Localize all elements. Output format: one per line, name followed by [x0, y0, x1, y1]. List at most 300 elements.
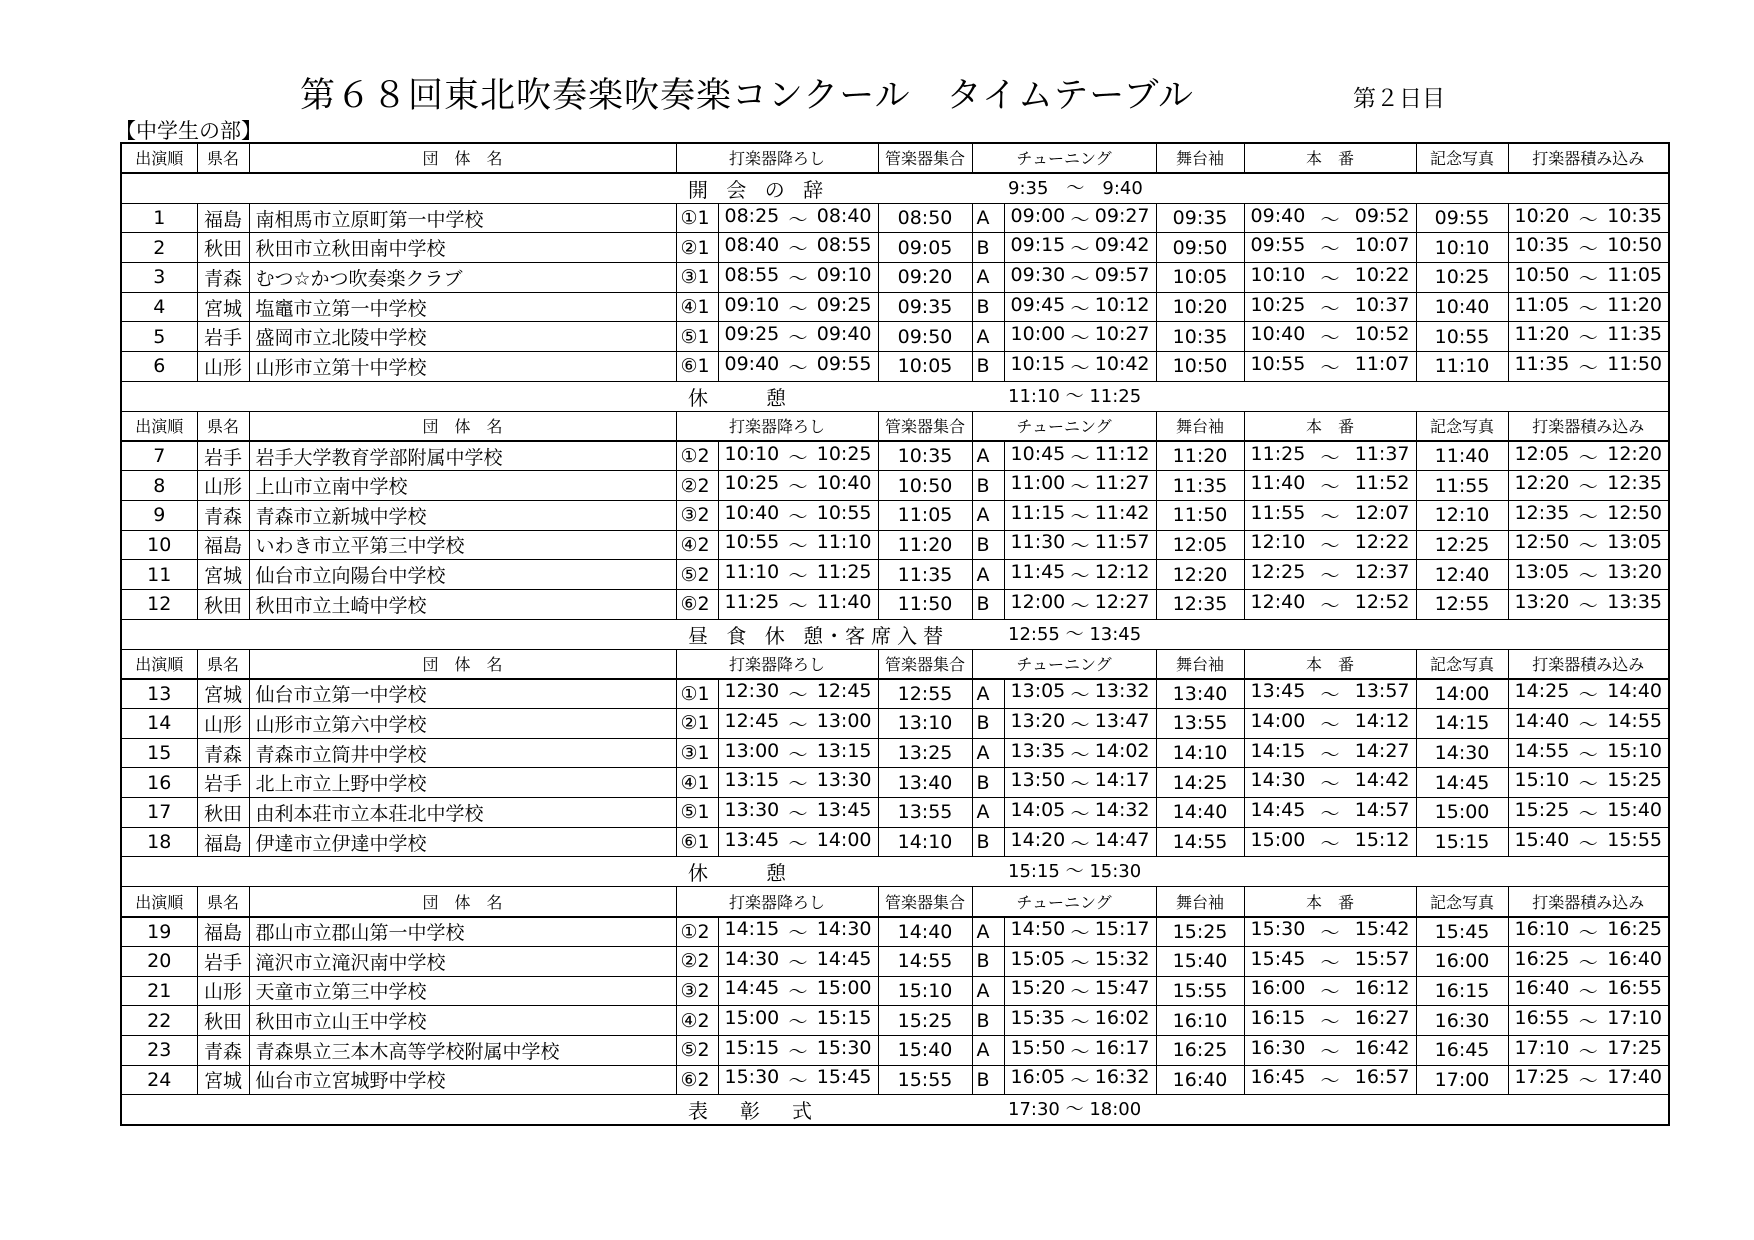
header-photo: 記念写真: [1416, 411, 1508, 441]
unload-time: [718, 1006, 878, 1036]
tuning-time: [1004, 560, 1156, 590]
load-time-start: 16:10: [1514, 918, 1570, 941]
wave-separator: ～: [1070, 267, 1090, 290]
perform-time: [1244, 292, 1416, 322]
door-code: ②2: [676, 471, 718, 501]
door-code: ①1: [676, 203, 718, 233]
table-row: [121, 203, 1669, 233]
perform-time: [1244, 827, 1416, 857]
perform-time: [1244, 560, 1416, 590]
tuning-time-end: 16:02: [1094, 1007, 1150, 1030]
prefecture: 福島: [197, 530, 249, 560]
wave-separator: ～: [1320, 535, 1340, 558]
load-time-end: 13:20: [1607, 561, 1663, 584]
tuning-time: [1004, 471, 1156, 501]
wave-separator: ～: [788, 505, 808, 528]
load-time-start: 11:35: [1514, 352, 1570, 375]
tuning-room: A: [972, 976, 1004, 1006]
perform-time-start: 15:00: [1250, 828, 1306, 851]
door-code: ②2: [676, 946, 718, 976]
page-title: 第６８回東北吹奏楽吹奏楽コンクール タイムテーブル: [300, 76, 1195, 116]
load-time-end: 14:40: [1607, 680, 1663, 703]
wings-time: 10:50: [1156, 352, 1244, 382]
load-time-start: 13:05: [1514, 561, 1570, 584]
load-time-end: 17:40: [1607, 1066, 1663, 1089]
perform-time: [1244, 679, 1416, 709]
door-code: ⑥2: [676, 589, 718, 619]
perform-time: [1244, 1065, 1416, 1095]
load-time-end: 13:35: [1607, 590, 1663, 613]
tuning-time-end: 13:32: [1094, 680, 1150, 703]
wave-separator: ～: [1320, 327, 1340, 350]
wave-separator: ～: [788, 1070, 808, 1093]
unload-time-end: 08:55: [816, 234, 872, 257]
tuning-room: B: [972, 709, 1004, 739]
tuning-time-end: 11:57: [1094, 531, 1150, 554]
tuning-time-start: 13:20: [1010, 709, 1066, 732]
unload-time-start: 08:25: [724, 204, 780, 227]
wave-separator: ～: [1320, 476, 1340, 499]
load-time-end: 11:35: [1607, 323, 1663, 346]
load-time-start: 12:50: [1514, 531, 1570, 554]
wave-separator: ～: [1070, 565, 1090, 588]
order-number: 18: [121, 827, 197, 857]
header-order: 出演順: [121, 411, 197, 441]
header-unload: 打楽器降ろし: [676, 411, 878, 441]
tuning-time-end: 09:42: [1094, 234, 1150, 257]
wave-separator: ～: [1578, 773, 1598, 796]
header-unload: 打楽器降ろし: [676, 143, 878, 173]
header-group: 団 体 名: [249, 411, 676, 441]
unload-time: [718, 709, 878, 739]
table-row: [121, 1065, 1669, 1095]
tuning-time-start: 11:15: [1010, 501, 1066, 524]
tuning-time-start: 11:00: [1010, 472, 1066, 495]
perform-time-end: 15:42: [1354, 918, 1410, 941]
wave-separator: ～: [1070, 476, 1090, 499]
load-time-end: 11:50: [1607, 352, 1663, 375]
group-name: 青森市立筒井中学校: [249, 738, 676, 768]
tuning-time-end: 14:02: [1094, 739, 1150, 762]
tuning-time-start: 11:30: [1010, 531, 1066, 554]
load-time: [1508, 203, 1669, 233]
perform-time-end: 11:07: [1354, 352, 1410, 375]
table-row: [121, 322, 1669, 352]
wave-separator: ～: [788, 684, 808, 707]
tuning-time-end: 15:47: [1094, 977, 1150, 1000]
tuning-time-start: 14:50: [1010, 918, 1066, 941]
load-time: [1508, 917, 1669, 947]
order-number: 19: [121, 917, 197, 947]
perform-time-end: 10:52: [1354, 323, 1410, 346]
perform-time-end: 10:22: [1354, 263, 1410, 286]
wave-separator: ～: [1320, 1040, 1340, 1063]
wave-separator: ～: [1578, 267, 1598, 290]
header-pref: 県名: [197, 143, 249, 173]
door-code: ③2: [676, 500, 718, 530]
unload-time: [718, 768, 878, 798]
tuning-room: B: [972, 1006, 1004, 1036]
header-tuning: チューニング: [972, 649, 1156, 679]
load-time: [1508, 798, 1669, 828]
wave-separator: ～: [788, 981, 808, 1004]
tuning-time-start: 10:15: [1010, 352, 1066, 375]
event-time: 12:55 ～ 13:45: [1008, 623, 1142, 645]
tuning-time: [1004, 322, 1156, 352]
header-assemble: 管楽器集合: [878, 411, 972, 441]
wave-separator: ～: [1070, 446, 1090, 469]
wave-separator: ～: [1578, 1040, 1598, 1063]
wave-separator: ～: [1578, 297, 1598, 320]
assemble-time: 15:10: [878, 976, 972, 1006]
photo-time: 15:00: [1416, 798, 1508, 828]
header-wings: 舞台袖: [1156, 887, 1244, 917]
unload-time-end: 15:15: [816, 1007, 872, 1030]
load-time: [1508, 976, 1669, 1006]
wave-separator: ～: [1320, 684, 1340, 707]
perform-time: [1244, 1035, 1416, 1065]
order-number: 14: [121, 709, 197, 739]
load-time: [1508, 1006, 1669, 1036]
tuning-time: [1004, 1035, 1156, 1065]
unload-time: [718, 976, 878, 1006]
photo-time: 12:55: [1416, 589, 1508, 619]
wings-time: 11:35: [1156, 471, 1244, 501]
wave-separator: ～: [1320, 713, 1340, 736]
assemble-time: 14:10: [878, 827, 972, 857]
group-name: 秋田市立秋田南中学校: [249, 233, 676, 263]
load-time: [1508, 1035, 1669, 1065]
photo-time: 12:40: [1416, 560, 1508, 590]
wave-separator: ～: [1070, 1070, 1090, 1093]
unload-time-end: 13:00: [816, 709, 872, 732]
perform-time: [1244, 500, 1416, 530]
door-code: ⑤1: [676, 798, 718, 828]
event-row: [121, 173, 1669, 204]
header-tuning: チューニング: [972, 411, 1156, 441]
event-row: [121, 619, 1669, 649]
unload-time-end: 08:40: [816, 204, 872, 227]
tuning-room: A: [972, 1035, 1004, 1065]
load-time-start: 10:35: [1514, 234, 1570, 257]
tuning-time: [1004, 1065, 1156, 1095]
door-code: ④2: [676, 530, 718, 560]
perform-time: [1244, 352, 1416, 382]
wave-separator: ～: [1070, 922, 1090, 945]
unload-time-start: 12:45: [724, 709, 780, 732]
order-number: 8: [121, 471, 197, 501]
tuning-time-start: 10:00: [1010, 323, 1066, 346]
tuning-time-start: 15:05: [1010, 947, 1066, 970]
unload-time: [718, 1065, 878, 1095]
order-number: 2: [121, 233, 197, 263]
tuning-time-end: 15:32: [1094, 947, 1150, 970]
wings-time: 16:40: [1156, 1065, 1244, 1095]
unload-time-start: 12:30: [724, 680, 780, 703]
section-label: 【中学生の部】: [115, 119, 262, 143]
tuning-time: [1004, 263, 1156, 293]
unload-time: [718, 233, 878, 263]
tuning-time-end: 10:27: [1094, 323, 1150, 346]
event-name: 開 会 の 辞: [688, 177, 830, 202]
load-time-start: 17:25: [1514, 1066, 1570, 1089]
assemble-time: 11:35: [878, 560, 972, 590]
unload-time-start: 13:45: [724, 828, 780, 851]
prefecture: 山形: [197, 352, 249, 382]
prefecture: 青森: [197, 1035, 249, 1065]
prefecture: 青森: [197, 738, 249, 768]
wings-time: 14:55: [1156, 827, 1244, 857]
header-unload: 打楽器降ろし: [676, 649, 878, 679]
header-load: 打楽器積み込み: [1508, 143, 1669, 173]
wave-separator: ～: [1070, 832, 1090, 855]
header-pref: 県名: [197, 887, 249, 917]
unload-time-end: 13:15: [816, 739, 872, 762]
wave-separator: ～: [1320, 356, 1340, 379]
unload-time: [718, 1035, 878, 1065]
wave-separator: ～: [1070, 356, 1090, 379]
wave-separator: ～: [1578, 327, 1598, 350]
wave-separator: ～: [788, 267, 808, 290]
assemble-time: 09:05: [878, 233, 972, 263]
order-number: 20: [121, 946, 197, 976]
event-time: 11:10 ～ 11:25: [1008, 385, 1142, 407]
perform-time-start: 15:30: [1250, 918, 1306, 941]
perform-time: [1244, 976, 1416, 1006]
door-code: ④2: [676, 1006, 718, 1036]
perform-time: [1244, 203, 1416, 233]
tuning-room: A: [972, 917, 1004, 947]
assemble-time: 13:55: [878, 798, 972, 828]
unload-time-start: 13:30: [724, 798, 780, 821]
table-row: [121, 946, 1669, 976]
perform-time-end: 15:12: [1354, 828, 1410, 851]
header-photo: 記念写真: [1416, 143, 1508, 173]
table-row: [121, 1035, 1669, 1065]
perform-time-end: 10:07: [1354, 234, 1410, 257]
unload-time: [718, 530, 878, 560]
tuning-time-end: 11:27: [1094, 472, 1150, 495]
unload-time-start: 10:25: [724, 472, 780, 495]
table-row: [121, 352, 1669, 382]
load-time-end: 17:10: [1607, 1007, 1663, 1030]
perform-time-end: 16:57: [1354, 1066, 1410, 1089]
perform-time-start: 14:45: [1250, 798, 1306, 821]
group-name: 岩手大学教育学部附属中学校: [249, 441, 676, 471]
tuning-time-start: 15:35: [1010, 1007, 1066, 1030]
header-row: [121, 887, 1669, 917]
perform-time-start: 10:25: [1250, 293, 1306, 316]
event-time: 15:15 ～ 15:30: [1008, 861, 1142, 883]
perform-time-start: 12:10: [1250, 531, 1306, 554]
photo-time: 14:30: [1416, 738, 1508, 768]
event-name: 休 憩: [688, 861, 792, 886]
tuning-room: B: [972, 1065, 1004, 1095]
perform-time-end: 16:12: [1354, 977, 1410, 1000]
perform-time: [1244, 441, 1416, 471]
group-name: 郡山市立郡山第一中学校: [249, 917, 676, 947]
wave-separator: ～: [788, 832, 808, 855]
wave-separator: ～: [1320, 743, 1340, 766]
timetable: [120, 142, 1670, 1126]
unload-time: [718, 560, 878, 590]
photo-time: 14:45: [1416, 768, 1508, 798]
wave-separator: ～: [1320, 922, 1340, 945]
unload-time-start: 14:15: [724, 918, 780, 941]
tuning-time: [1004, 530, 1156, 560]
wings-time: 15:55: [1156, 976, 1244, 1006]
door-code: ②1: [676, 709, 718, 739]
tuning-room: A: [972, 203, 1004, 233]
wave-separator: ～: [1320, 981, 1340, 1004]
wings-time: 12:35: [1156, 589, 1244, 619]
photo-time: 14:00: [1416, 679, 1508, 709]
wave-separator: ～: [788, 327, 808, 350]
perform-time-end: 11:52: [1354, 472, 1410, 495]
load-time-end: 10:50: [1607, 234, 1663, 257]
perform-time: [1244, 233, 1416, 263]
header-photo: 記念写真: [1416, 649, 1508, 679]
prefecture: 福島: [197, 917, 249, 947]
tuning-time: [1004, 709, 1156, 739]
tuning-time-end: 12:27: [1094, 590, 1150, 613]
group-name: 青森県立三本木高等学校附属中学校: [249, 1035, 676, 1065]
tuning-time: [1004, 1006, 1156, 1036]
wave-separator: ～: [1070, 208, 1090, 231]
perform-time: [1244, 589, 1416, 619]
header-assemble: 管楽器集合: [878, 887, 972, 917]
table-row: [121, 1006, 1669, 1036]
wings-time: 13:40: [1156, 679, 1244, 709]
order-number: 5: [121, 322, 197, 352]
tuning-time-end: 14:32: [1094, 798, 1150, 821]
tuning-time-start: 09:00: [1010, 204, 1066, 227]
photo-time: 15:15: [1416, 827, 1508, 857]
unload-time-start: 09:10: [724, 293, 780, 316]
photo-time: 10:25: [1416, 263, 1508, 293]
unload-time-start: 14:30: [724, 947, 780, 970]
tuning-time: [1004, 203, 1156, 233]
load-time-start: 15:40: [1514, 828, 1570, 851]
order-number: 16: [121, 768, 197, 798]
wave-separator: ～: [1578, 535, 1598, 558]
tuning-time-start: 10:45: [1010, 442, 1066, 465]
perform-time-start: 11:55: [1250, 501, 1306, 524]
unload-time-end: 10:55: [816, 501, 872, 524]
photo-time: 10:10: [1416, 233, 1508, 263]
load-time-start: 12:20: [1514, 472, 1570, 495]
order-number: 23: [121, 1035, 197, 1065]
group-name: 滝沢市立滝沢南中学校: [249, 946, 676, 976]
door-code: ③1: [676, 738, 718, 768]
table-row: [121, 263, 1669, 293]
assemble-time: 12:55: [878, 679, 972, 709]
assemble-time: 09:20: [878, 263, 972, 293]
tuning-time-start: 09:45: [1010, 293, 1066, 316]
unload-time: [718, 679, 878, 709]
unload-time-end: 10:25: [816, 442, 872, 465]
tuning-time-start: 13:35: [1010, 739, 1066, 762]
wave-separator: ～: [1578, 713, 1598, 736]
wave-separator: ～: [1320, 208, 1340, 231]
table-row: [121, 589, 1669, 619]
door-code: ⑤1: [676, 322, 718, 352]
table-row: [121, 471, 1669, 501]
prefecture: 岩手: [197, 322, 249, 352]
tuning-time-end: 15:17: [1094, 918, 1150, 941]
unload-time-end: 11:40: [816, 590, 872, 613]
order-number: 24: [121, 1065, 197, 1095]
load-time: [1508, 500, 1669, 530]
unload-time-end: 09:55: [816, 352, 872, 375]
order-number: 6: [121, 352, 197, 382]
unload-time-start: 10:40: [724, 501, 780, 524]
photo-time: 12:25: [1416, 530, 1508, 560]
perform-time: [1244, 263, 1416, 293]
wave-separator: ～: [1070, 238, 1090, 261]
header-order: 出演順: [121, 887, 197, 917]
wave-separator: ～: [788, 951, 808, 974]
wave-separator: ～: [1070, 535, 1090, 558]
wave-separator: ～: [1578, 565, 1598, 588]
wave-separator: ～: [788, 208, 808, 231]
prefecture: 青森: [197, 263, 249, 293]
group-name: 北上市立上野中学校: [249, 768, 676, 798]
door-code: ③1: [676, 263, 718, 293]
unload-time: [718, 827, 878, 857]
order-number: 22: [121, 1006, 197, 1036]
tuning-time-end: 13:47: [1094, 709, 1150, 732]
load-time: [1508, 709, 1669, 739]
perform-time-end: 11:37: [1354, 442, 1410, 465]
unload-time-end: 14:45: [816, 947, 872, 970]
perform-time-end: 14:57: [1354, 798, 1410, 821]
perform-time-end: 14:27: [1354, 739, 1410, 762]
unload-time: [718, 352, 878, 382]
tuning-time: [1004, 798, 1156, 828]
wave-separator: ～: [1578, 832, 1598, 855]
tuning-time: [1004, 441, 1156, 471]
wave-separator: ～: [788, 356, 808, 379]
load-time: [1508, 471, 1669, 501]
load-time: [1508, 352, 1669, 382]
prefecture: 宮城: [197, 679, 249, 709]
photo-time: 16:45: [1416, 1035, 1508, 1065]
wave-separator: ～: [1320, 832, 1340, 855]
prefecture: 秋田: [197, 1006, 249, 1036]
load-time-end: 11:05: [1607, 263, 1663, 286]
unload-time: [718, 589, 878, 619]
wave-separator: ～: [1320, 1070, 1340, 1093]
wave-separator: ～: [1320, 446, 1340, 469]
prefecture: 山形: [197, 709, 249, 739]
order-number: 12: [121, 589, 197, 619]
header-load: 打楽器積み込み: [1508, 887, 1669, 917]
unload-time-end: 11:25: [816, 561, 872, 584]
unload-time-start: 11:10: [724, 561, 780, 584]
tuning-time-start: 12:00: [1010, 590, 1066, 613]
tuning-time-end: 16:32: [1094, 1066, 1150, 1089]
unload-time-start: 13:15: [724, 769, 780, 792]
wings-time: 15:25: [1156, 917, 1244, 947]
load-time-start: 14:55: [1514, 739, 1570, 762]
photo-time: 09:55: [1416, 203, 1508, 233]
wings-time: 10:20: [1156, 292, 1244, 322]
group-name: むつ☆かつ吹奏楽クラブ: [249, 263, 676, 293]
event-name: 昼 食 休 憩･客席入替: [688, 623, 950, 648]
header-pref: 県名: [197, 411, 249, 441]
prefecture: 岩手: [197, 768, 249, 798]
